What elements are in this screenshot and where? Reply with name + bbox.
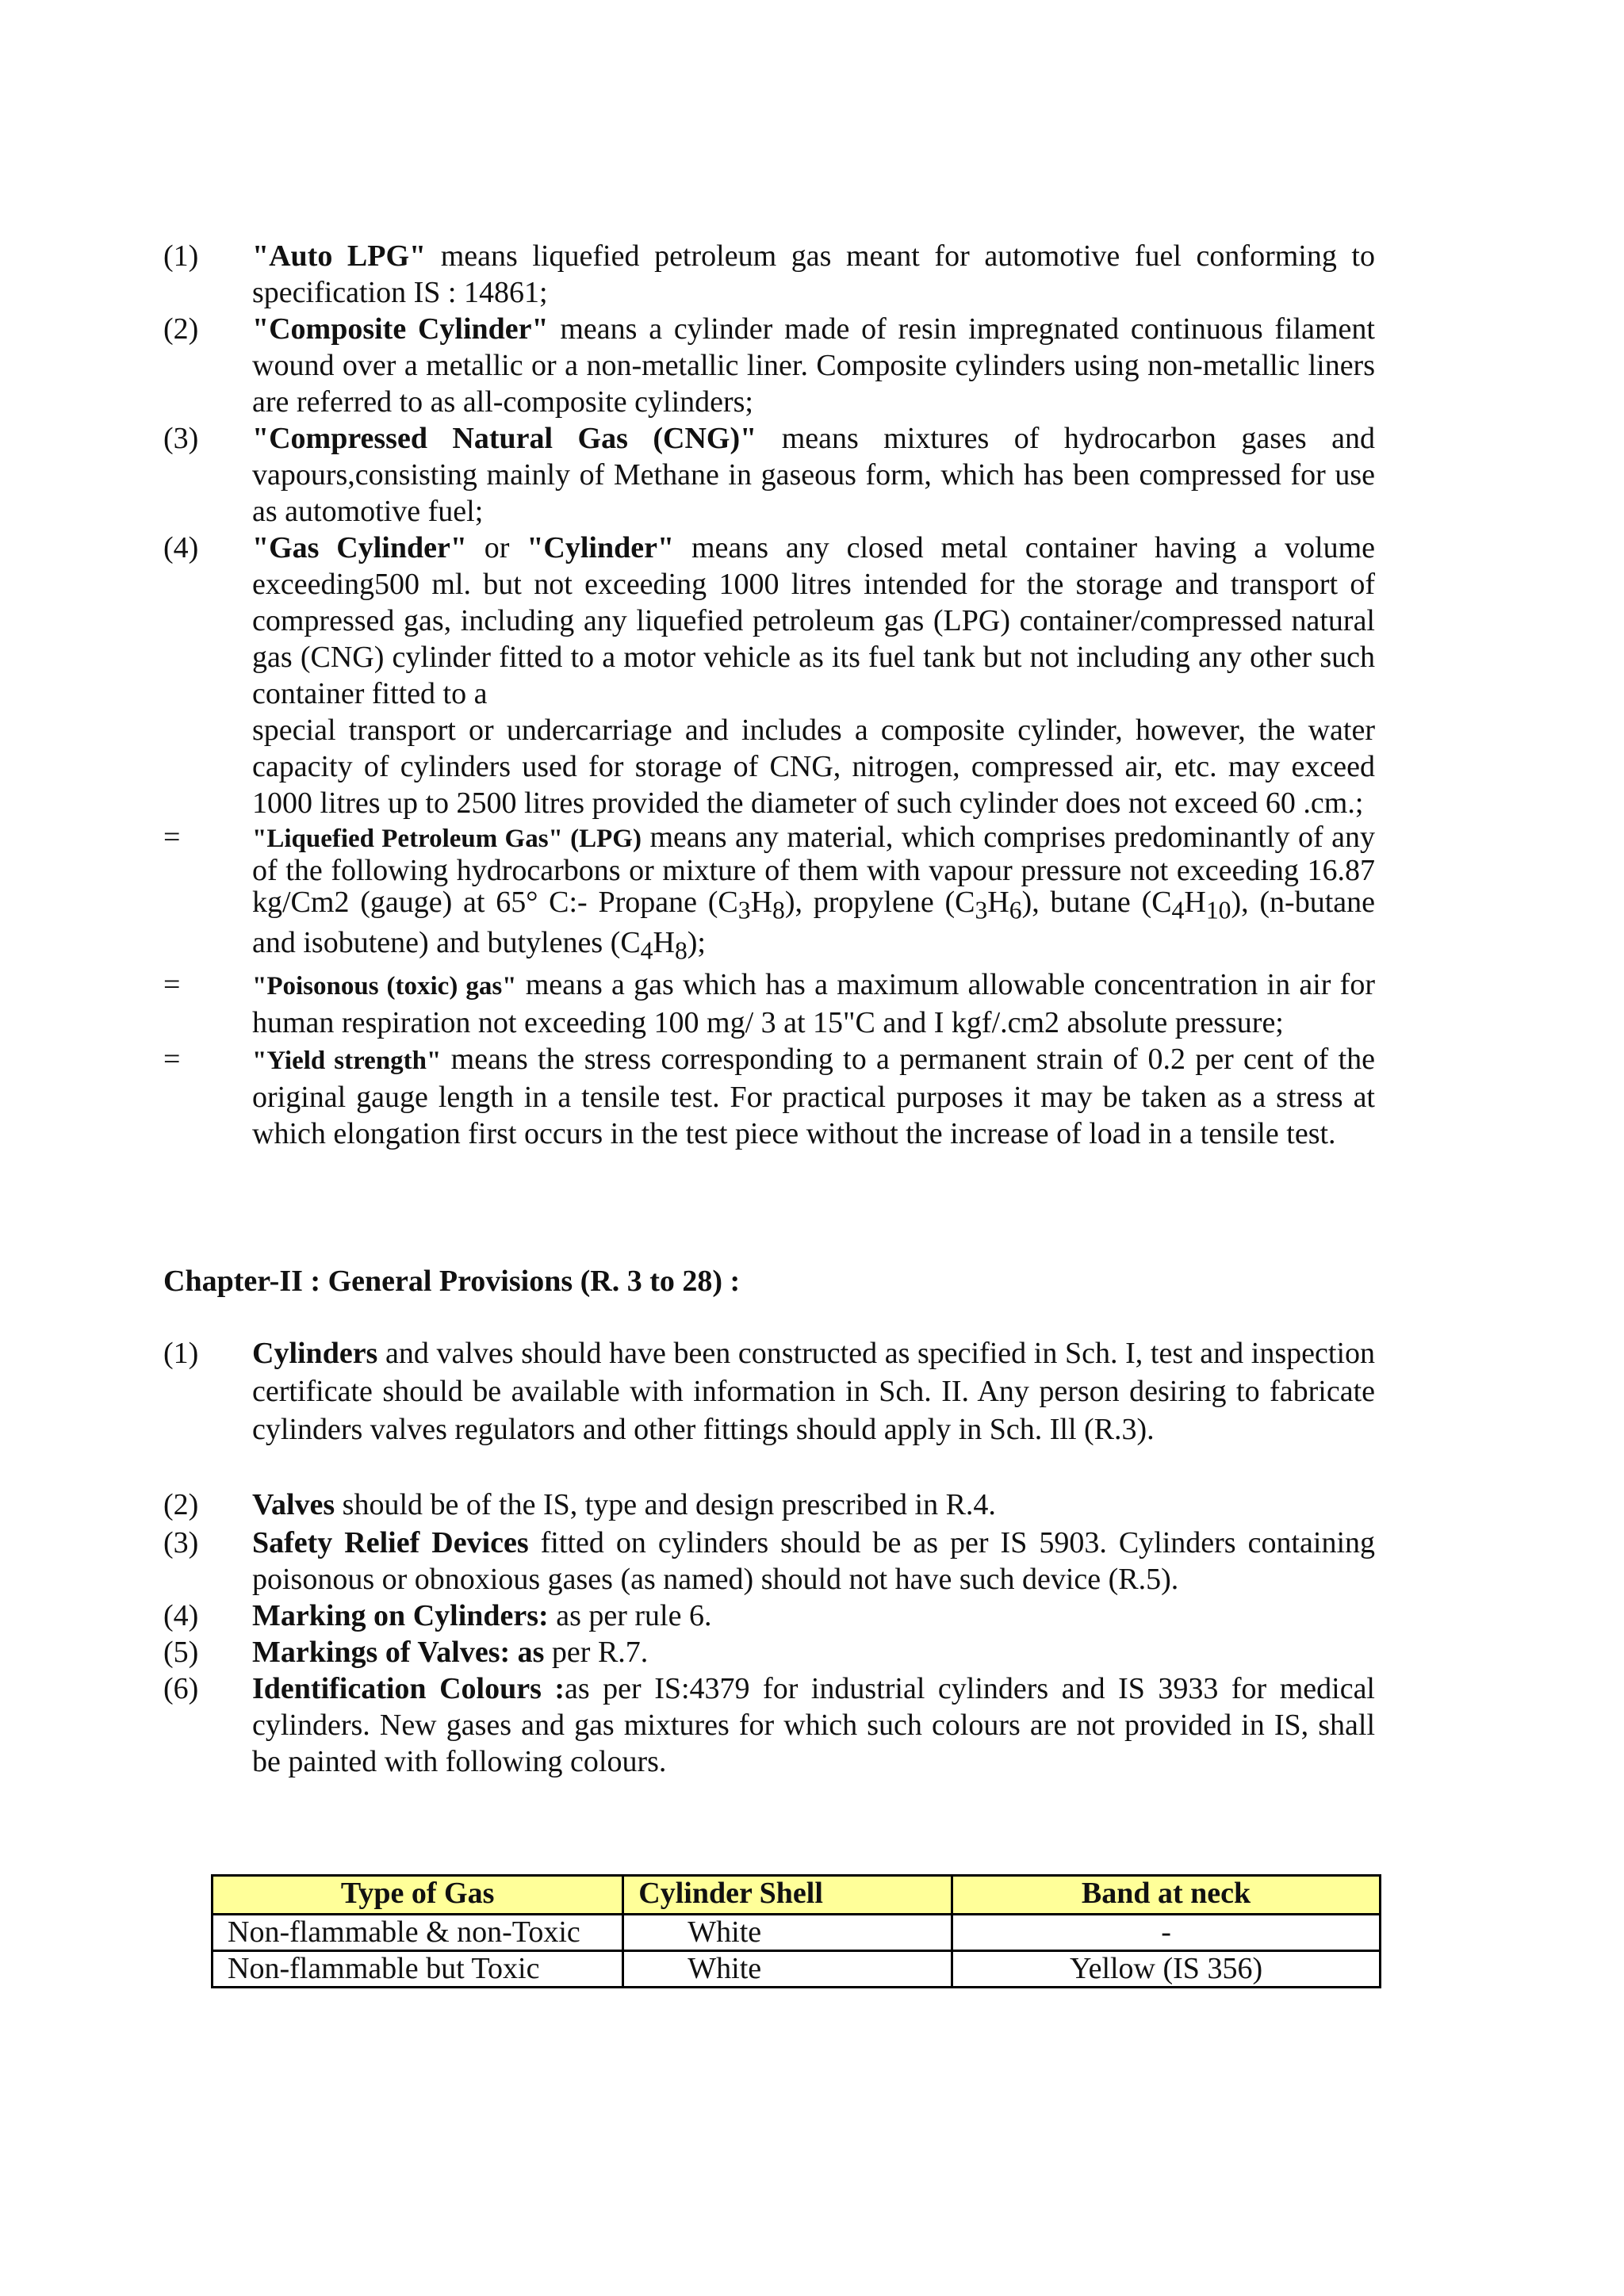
provision-item bbox=[163, 1334, 1375, 1448]
defined-term: "Auto LPG" bbox=[252, 239, 427, 273]
provision-term: Identification Colours : bbox=[252, 1672, 565, 1705]
provision-text: and valves should have been constructed as specified in Sch. I, test and inspection certificate should be available with information in Sch. II. Any person desiring to fabricate cylinders valves regulators and other fittings should apply in Sch. Ill (R.3). bbox=[252, 1337, 1375, 1446]
table-cell-band: - bbox=[952, 1915, 1381, 1951]
provision-text: fitted on cylinders should be as per IS 5903. Cylinders containing poisonous or obnoxious gases (as named) should not have such device (R.5). bbox=[252, 1526, 1376, 1596]
connector-text: or bbox=[466, 531, 527, 564]
definition-text: means a cylinder made of resin impregnated continuous filament wound over a metallic or a non-metallic liner. Composite cylinders using non-metallic liners are referred to as all-composite cylinders; bbox=[252, 312, 1375, 419]
item-number: (2) bbox=[163, 1488, 199, 1521]
chapter-heading: Chapter-II : General Provisions (R. 3 to 28) : bbox=[163, 1265, 741, 1298]
provision-item bbox=[163, 1485, 1375, 1525]
table-row bbox=[213, 1951, 1381, 1988]
item-number: = bbox=[163, 968, 181, 1002]
item-number: (2) bbox=[163, 312, 199, 346]
table-header-row bbox=[213, 1876, 1381, 1915]
defined-term: "Composite Cylinder" bbox=[252, 312, 549, 346]
table-cell-shell: White bbox=[623, 1951, 952, 1988]
item-number: (4) bbox=[163, 531, 199, 564]
provision-text: per R.7. bbox=[544, 1636, 649, 1669]
item-number: (6) bbox=[163, 1672, 199, 1705]
definition-text: means a gas which has a maximum allowable concentration in air for human respiration not exceeding 100 mg/ 3 at 15"C and I kgf/.cm2 absolute pressure; bbox=[252, 968, 1375, 1040]
defined-term: "Yield strength" bbox=[252, 1047, 442, 1076]
item-number: (4) bbox=[163, 1599, 199, 1632]
defined-term: "Liquefied Petroleum Gas" (LPG) bbox=[252, 825, 642, 853]
provision-text: as per rule 6. bbox=[548, 1599, 712, 1632]
gas-colour-table bbox=[211, 1874, 1381, 1988]
definition-item bbox=[163, 1041, 1375, 1152]
definition-text: means any closed metal container having a volume exceeding500 ml. but not exceeding 1000 litres intended for the storage and transport of compressed gas, including any liquefied petroleum gas (LPG) container/compressed natural gas (CNG) cylinder fitted to a motor vehicle as its fuel tank but not including any other such container fitted to a bbox=[252, 531, 1375, 710]
definition-text-continued: special transport or undercarriage and includes a composite cylinder, however, the water capacity of cylinders used for storage of CNG, nitrogen, compressed air, etc. may exceed 1000 litres up to 2500 litres provided the diameter of such cylinder does not exceed 60 .cm.; bbox=[252, 714, 1375, 820]
provision-item bbox=[163, 1598, 1375, 1634]
item-number: (3) bbox=[163, 422, 199, 455]
defined-term: "Compressed Natural Gas (CNG)" bbox=[252, 422, 757, 455]
definition-item bbox=[163, 966, 1375, 1041]
item-number: (3) bbox=[163, 1526, 199, 1559]
provision-term: Marking on Cylinders: bbox=[252, 1599, 549, 1632]
item-number: (1) bbox=[163, 1337, 199, 1370]
table-header: Type of Gas bbox=[213, 1876, 623, 1915]
table-cell-gas-type: Non-flammable but Toxic bbox=[213, 1951, 623, 1988]
provision-item bbox=[163, 1525, 1375, 1598]
item-number: = bbox=[163, 1043, 181, 1077]
definition-text: means mixtures of hydrocarbon gases and vapours,consisting mainly of Methane in gaseous form, which has been compressed for use as automotive fuel; bbox=[252, 422, 1375, 528]
provision-term: Safety Relief Devices bbox=[252, 1526, 529, 1559]
provision-term: Valves bbox=[252, 1488, 335, 1521]
table-cell-band: Yellow (IS 356) bbox=[952, 1951, 1381, 1988]
provision-text: as per IS:4379 for industrial cylinders and IS 3933 for medical cylinders. New gases and gas mixtures for which such colours are not provided in IS, shall be painted with following colours. bbox=[252, 1672, 1375, 1778]
table-row bbox=[213, 1915, 1381, 1951]
definition-item bbox=[163, 420, 1375, 530]
provisions-list bbox=[163, 1334, 1375, 1780]
definition-item: = "Liquefied Petroleum Gas" (LPG) means any material, which comprises predominantly of any of the following hydrocarbons or mixture of them with vapour pressure not exceeding 16.87 kg/Cm2 (gauge) at 65° C:- Propane $(C_3H_8)$, propylene $(C_3H_6)$, butane $(C_4H_{10})$, (n-butane and isobutene) and butylenes $(C_4H_8)$; bbox=[163, 821, 1375, 965]
provision-item bbox=[163, 1670, 1375, 1780]
definition-item bbox=[163, 311, 1375, 420]
definitions-list bbox=[163, 238, 1375, 1152]
table-cell-shell: White bbox=[623, 1915, 952, 1951]
provision-term: Cylinders bbox=[252, 1337, 378, 1370]
table-cell-gas-type: Non-flammable & non-Toxic bbox=[213, 1915, 623, 1951]
item-number: = bbox=[163, 821, 181, 854]
item-number: (5) bbox=[163, 1636, 199, 1669]
provision-text: should be of the IS, type and design prescribed in R.4. bbox=[335, 1488, 996, 1521]
definition-item bbox=[163, 530, 1375, 821]
defined-term: "Poisonous (toxic) gas" bbox=[252, 972, 517, 1001]
provision-term: Markings of Valves: as bbox=[252, 1636, 545, 1669]
defined-term: "Cylinder" bbox=[527, 531, 675, 564]
table-header: Band at neck bbox=[952, 1876, 1381, 1915]
provision-item bbox=[163, 1634, 1375, 1670]
definition-text: means the stress corresponding to a permanent strain of 0.2 per cent of the original gauge length in a tensile test. For practical purposes it may be taken as a stress at which elongation first occurs in the test piece without the increase of load in a tensile test. bbox=[252, 1043, 1376, 1151]
table-header: Cylinder Shell bbox=[623, 1876, 952, 1915]
defined-term: "Gas Cylinder" bbox=[252, 531, 467, 564]
item-number: (1) bbox=[163, 239, 199, 273]
definition-text: means liquefied petroleum gas meant for automotive fuel conforming to specification IS : 14861; bbox=[252, 239, 1375, 309]
definition-item bbox=[163, 238, 1375, 311]
